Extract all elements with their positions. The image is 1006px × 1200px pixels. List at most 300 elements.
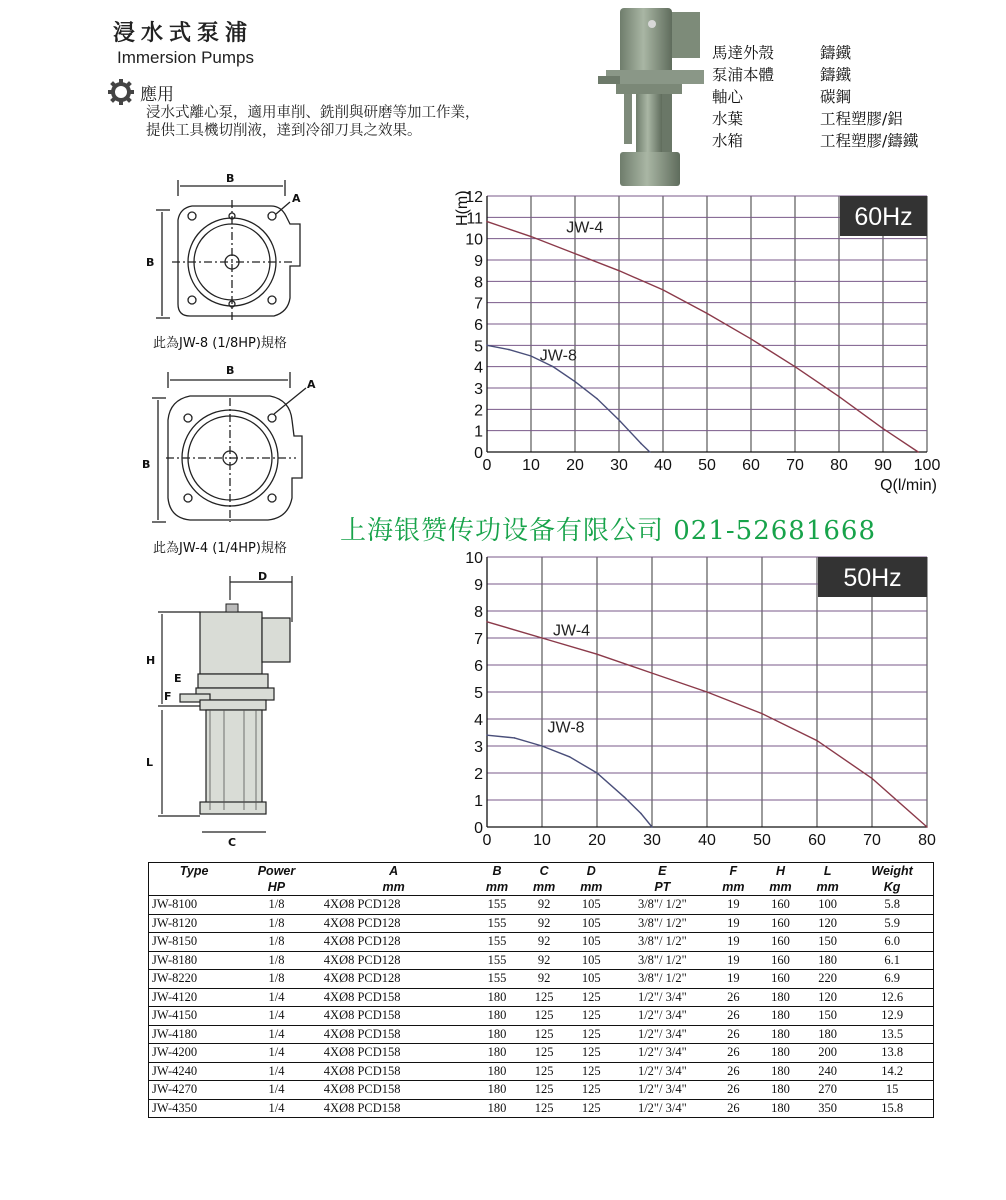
table-header-cell: H	[775, 864, 785, 878]
table-cell: 1/8	[268, 934, 285, 949]
table-cell: 4XØ8 PCD128	[323, 915, 401, 930]
x-tick-label: 30	[610, 457, 628, 474]
table-cell: 160	[771, 971, 790, 986]
y-tick-label: 5	[474, 685, 483, 702]
x-tick-label: 20	[588, 832, 606, 849]
table-cell: 105	[581, 952, 601, 967]
table-cell: 92	[537, 897, 551, 912]
table-cell: 180	[487, 1100, 507, 1115]
dim-label-e: E	[174, 672, 182, 685]
data-point	[624, 797, 626, 799]
table-cell: 105	[581, 915, 601, 930]
data-point	[552, 366, 554, 368]
table-cell: 19	[727, 915, 740, 930]
table-cell: 125	[521, 988, 568, 1007]
data-point	[618, 419, 620, 421]
x-tick-label: 10	[522, 457, 540, 474]
x-tick-label: 100	[913, 457, 941, 474]
data-point	[486, 345, 488, 347]
table-cell: 19	[727, 934, 740, 949]
table-cell: 105	[581, 934, 601, 949]
data-point	[486, 621, 488, 623]
data-point	[640, 813, 642, 815]
table-cell: 160	[771, 934, 790, 949]
table-row	[149, 914, 933, 933]
material-row	[712, 64, 918, 86]
material-value: 工程塑膠/鑄鐵	[820, 132, 919, 150]
table-row	[149, 1099, 933, 1117]
table-cell: 125	[534, 1008, 554, 1023]
drawing-caption-jw8: 此為JW-8 (1/8HP)規格	[153, 336, 287, 351]
table-cell: 125	[534, 1082, 554, 1097]
table-cell: 3/8"/ 1/2"	[637, 897, 687, 912]
table-header-cell: D	[586, 864, 596, 878]
data-point	[871, 778, 873, 780]
table-header-cell: PT	[654, 880, 671, 894]
table-cell: JW-8120	[152, 915, 198, 930]
table-row	[149, 970, 933, 989]
table-header-cell: mm	[580, 880, 603, 894]
company-watermark: 上海银赞传功设备有限公司 021-52681668	[340, 516, 877, 546]
table-cell: 125	[534, 1045, 554, 1060]
x-tick-label: 50	[698, 457, 716, 474]
table-cell: 105	[581, 897, 601, 912]
table-cell: 1/2"/ 3/4"	[637, 1026, 687, 1041]
table-cell: 180	[487, 1082, 507, 1097]
table-cell: 180	[487, 1026, 507, 1041]
table-cell: 180	[771, 1063, 790, 1078]
x-tick-label: 10	[533, 832, 551, 849]
data-point	[486, 221, 488, 223]
table-cell: 240	[818, 1063, 838, 1078]
table-cell: 4XØ8 PCD128	[323, 952, 401, 967]
table-cell: 270	[818, 1082, 838, 1097]
data-point	[541, 637, 543, 639]
table-cell: 1/8	[268, 915, 285, 930]
table-header-cell: mm	[769, 880, 792, 894]
table-cell: 155	[487, 897, 507, 912]
table-cell: JW-8220	[152, 971, 198, 986]
table-row	[149, 1044, 933, 1063]
table-cell: 125	[581, 1045, 601, 1060]
table-cell: 105	[581, 971, 601, 986]
material-part: 水葉	[712, 110, 744, 128]
table-cell: JW-8180	[152, 952, 198, 967]
data-point	[508, 349, 510, 351]
table-cell: 160	[771, 897, 790, 912]
table-cell: 120	[818, 915, 838, 930]
table-cell: 19	[727, 971, 740, 986]
data-point	[651, 826, 653, 828]
table-cell: 1/2"/ 3/4"	[615, 988, 710, 1007]
data-point	[926, 826, 928, 828]
table-cell: 14.2	[881, 1063, 904, 1078]
data-point	[574, 253, 576, 255]
series-line-jw-4	[487, 222, 918, 452]
table-cell: JW-4150	[152, 1008, 198, 1023]
table-row	[149, 1062, 933, 1081]
table-cell: 1/4	[268, 1100, 285, 1115]
x-tick-label: 80	[830, 457, 848, 474]
application-heading: 應用	[140, 85, 174, 105]
y-tick-label: 10	[465, 231, 483, 249]
table-cell: 155	[487, 915, 507, 930]
series-label: JW-4	[553, 622, 591, 640]
table-cell: JW-8150	[152, 934, 198, 949]
dim-label-h: H	[146, 654, 156, 667]
y-tick-label: 3	[474, 381, 483, 398]
table-cell: 180	[757, 988, 804, 1007]
dim-label-c: C	[228, 836, 237, 849]
y-tick-label: 5	[474, 338, 483, 356]
table-cell: 125	[534, 1063, 554, 1078]
table-cell: 15.8	[881, 1100, 904, 1115]
table-cell: 13.5	[881, 1026, 904, 1041]
table-header-cell: Weight	[871, 864, 913, 878]
table-cell: 160	[771, 915, 790, 930]
material-value: 鑄鐵	[820, 44, 852, 62]
data-point	[530, 236, 532, 238]
table-cell: 155	[487, 934, 507, 949]
table-cell: 3/8"/ 1/2"	[637, 934, 687, 949]
table-header-cell: HP	[267, 880, 286, 894]
table-row	[149, 988, 933, 1007]
dim-label-a: A	[292, 192, 301, 205]
data-point	[486, 734, 488, 736]
data-point	[596, 772, 598, 774]
y-tick-label: 0	[474, 445, 483, 462]
material-value: 鑄鐵	[820, 66, 852, 84]
table-row	[149, 1081, 933, 1100]
x-tick-label: 0	[482, 832, 492, 849]
dim-label-f: F	[164, 690, 172, 703]
data-point	[651, 672, 653, 674]
table-cell: 4XØ8 PCD158	[323, 1045, 401, 1060]
table-cell: 125	[581, 1026, 601, 1041]
table-cell: 26	[710, 988, 757, 1007]
y-tick-label: 12	[465, 189, 483, 206]
table-cell: 1/2"/ 3/4"	[637, 1082, 687, 1097]
material-part: 馬達外殼	[712, 44, 775, 62]
table-header-cell: mm	[485, 880, 509, 894]
table-cell: 155	[487, 971, 507, 986]
table-cell: 26	[727, 1063, 740, 1078]
gear-icon	[108, 79, 134, 105]
table-header-cell: A	[389, 864, 399, 878]
material-part: 泵浦本體	[712, 66, 775, 84]
table-cell: 12.9	[881, 1008, 904, 1023]
data-point	[706, 313, 708, 315]
y-tick-label: 8	[474, 604, 483, 621]
table-cell: 180	[771, 1082, 790, 1097]
table-cell: JW-4120	[149, 988, 239, 1007]
table-header-cell: mm	[816, 880, 839, 894]
data-point	[838, 396, 840, 398]
table-cell: 180	[771, 1008, 790, 1023]
table-cell: JW-4200	[152, 1045, 198, 1060]
table-cell: 4XØ8 PCD158	[323, 1082, 401, 1097]
table-cell: 92	[537, 952, 551, 967]
table-header-cell: E	[658, 864, 667, 878]
description-line: 浸水式離心泵，適用車削、銑削與研磨等加工作業，	[146, 105, 480, 121]
table-cell: 4XØ8 PCD128	[323, 971, 401, 986]
series-line-jw-8	[487, 735, 652, 827]
table-cell: 150	[818, 934, 838, 949]
x-tick-label: 70	[786, 457, 804, 474]
data-point	[882, 428, 884, 430]
y-tick-label: 10	[465, 550, 483, 567]
description-line: 提供工具機切削液，達到冷卻刀具之效果。	[146, 123, 422, 139]
table-cell: 4XØ8 PCD158	[323, 1008, 401, 1023]
table-cell: 6.9	[884, 971, 900, 986]
y-tick-label: 1	[474, 793, 483, 810]
table-cell: 26	[727, 1008, 740, 1023]
y-tick-label: 1	[474, 423, 483, 441]
table-cell: 13.8	[881, 1045, 904, 1060]
x-tick-label: 0	[482, 457, 492, 474]
table-header-cell: Type	[179, 864, 209, 878]
data-point	[917, 451, 919, 453]
side-view-drawing	[140, 570, 310, 850]
table-cell: 155	[487, 952, 507, 967]
y-tick-label: 2	[474, 766, 483, 783]
table-header-row	[149, 863, 933, 879]
table-cell: JW-4270	[152, 1082, 198, 1097]
y-tick-label: 2	[474, 402, 483, 420]
y-tick-label: 7	[474, 631, 483, 648]
data-point	[761, 713, 763, 715]
data-point	[514, 737, 516, 739]
table-header-cell: Kg	[883, 880, 901, 894]
material-row	[712, 42, 918, 64]
table-cell: 92	[537, 971, 551, 986]
table-cell: JW-8100	[152, 897, 198, 912]
table-cell: 26	[727, 1082, 740, 1097]
table-cell: 4XØ8 PCD128	[323, 934, 401, 949]
table-row	[149, 951, 933, 970]
table-cell: 4XØ8 PCD158	[323, 1063, 401, 1078]
dim-label-b-side: B	[142, 458, 151, 471]
table-cell: 1/2"/ 3/4"	[637, 1008, 687, 1023]
table-cell: 3/8"/ 1/2"	[637, 952, 687, 967]
y-tick-label: 0	[474, 820, 483, 837]
material-row	[712, 130, 918, 152]
table-cell: 200	[818, 1045, 838, 1060]
y-tick-label: 11	[466, 210, 483, 228]
table-cell: 1/2"/ 3/4"	[637, 1100, 687, 1115]
data-point	[596, 653, 598, 655]
table-cell: 125	[581, 1100, 601, 1115]
x-tick-label: 20	[566, 457, 584, 474]
table-cell: 150	[818, 1008, 838, 1023]
table-cell: 1/4	[268, 1008, 285, 1023]
table-cell: 12.6	[851, 988, 933, 1007]
y-tick-label: 9	[474, 253, 483, 270]
page-title-en: Immersion Pumps	[117, 48, 254, 67]
material-row	[712, 108, 918, 130]
table-cell: 26	[727, 1045, 740, 1060]
dim-label-b-side: B	[146, 256, 155, 269]
table-cell: 5.9	[884, 915, 900, 930]
x-tick-label: 40	[698, 832, 716, 849]
table-row	[149, 1007, 933, 1026]
table-row	[149, 933, 933, 952]
table-cell: 1/8	[268, 897, 285, 912]
x-tick-label: 30	[643, 832, 661, 849]
table-cell: 1/4	[268, 1082, 285, 1097]
table-row	[149, 1025, 933, 1044]
table-cell: 180	[487, 1008, 507, 1023]
data-point	[569, 756, 571, 758]
description	[146, 104, 480, 140]
table-cell: 1/4	[268, 1026, 285, 1041]
table-cell: 160	[771, 952, 790, 967]
dim-label-b-top: B	[226, 364, 235, 377]
table-cell: 26	[727, 1026, 740, 1041]
table-cell: 180	[818, 1026, 838, 1041]
table-cell: JW-4240	[152, 1063, 198, 1078]
y-axis-title: H(m)	[454, 190, 471, 226]
table-cell: 125	[581, 1082, 601, 1097]
data-point	[640, 443, 642, 445]
table-cell: 100	[818, 897, 838, 912]
table-cell: 180	[771, 1100, 790, 1115]
table-cell: 6.0	[884, 934, 900, 949]
drawing-caption-jw4: 此為JW-4 (1/4HP)規格	[153, 541, 287, 556]
table-cell: 180	[487, 1045, 507, 1060]
table-cell: 15	[885, 1082, 899, 1097]
material-row	[712, 86, 918, 108]
data-point	[618, 270, 620, 272]
table-cell: 26	[727, 1100, 740, 1115]
spec-table	[149, 863, 933, 1117]
data-point	[596, 398, 598, 400]
table-header-cell: C	[539, 864, 549, 878]
table-cell: 1/4	[268, 1045, 285, 1060]
material-value: 工程塑膠/鋁	[820, 110, 903, 128]
table-cell: 1/2"/ 3/4"	[637, 1063, 687, 1078]
x-axis-title: Q(l/min)	[880, 477, 937, 494]
table-cell: 92	[537, 934, 551, 949]
table-cell: JW-4350	[152, 1100, 198, 1115]
table-cell: 180	[487, 1063, 507, 1078]
data-point	[574, 381, 576, 383]
table-cell: 19	[727, 952, 740, 967]
series-label: JW-8	[547, 719, 585, 737]
table-cell: 125	[534, 1026, 554, 1041]
table-cell: 1/2"/ 3/4"	[637, 1045, 687, 1060]
table-cell: 350	[818, 1100, 838, 1115]
table-cell: 180	[818, 952, 838, 967]
table-cell: JW-4180	[152, 1026, 198, 1041]
table-cell: 4XØ8 PCD128	[323, 897, 401, 912]
x-tick-label: 60	[742, 457, 760, 474]
table-cell: 180	[473, 988, 520, 1007]
table-cell: 19	[727, 897, 740, 912]
table-cell: 1/4	[268, 1063, 285, 1078]
y-tick-label: 7	[474, 295, 483, 313]
table-cell: 1/8	[268, 971, 285, 986]
frequency-badge-text: 60Hz	[854, 203, 913, 231]
table-cell: 220	[818, 971, 838, 986]
frequency-badge-text: 50Hz	[843, 564, 902, 592]
data-point	[706, 691, 708, 693]
x-tick-label: 60	[808, 832, 826, 849]
data-point	[662, 289, 664, 291]
spec-table-frame	[148, 862, 934, 1118]
table-cell: 6.1	[884, 952, 900, 967]
chart-50hz	[430, 545, 950, 855]
table-cell: 4XØ8 PCD158	[323, 1026, 401, 1041]
table-cell: 180	[771, 1026, 790, 1041]
table-cell: 3/8"/ 1/2"	[637, 915, 687, 930]
table-cell: 125	[581, 1063, 601, 1078]
table-header-cell: L	[823, 864, 832, 878]
dim-label-l: L	[146, 756, 154, 769]
table-cell: 125	[581, 1008, 601, 1023]
series-label: JW-8	[539, 347, 577, 365]
x-tick-label: 40	[654, 457, 672, 474]
spec-table-body	[149, 896, 933, 1118]
table-header-row	[149, 879, 933, 896]
table-cell: 1/4	[239, 988, 314, 1007]
y-tick-label: 4	[474, 712, 483, 729]
table-cell: 125	[568, 988, 615, 1007]
x-tick-label: 90	[874, 457, 892, 474]
table-cell: 120	[804, 988, 851, 1007]
series-label: JW-4	[566, 219, 604, 237]
y-tick-label: 6	[474, 658, 483, 675]
table-cell: 180	[771, 1045, 790, 1060]
pump-photo	[598, 2, 710, 188]
data-point	[750, 338, 752, 340]
table-cell: 125	[534, 1100, 554, 1115]
y-tick-label: 6	[474, 317, 483, 334]
table-cell: 1/8	[268, 952, 285, 967]
data-point	[816, 740, 818, 742]
page-title-cn: 浸水式泵浦	[113, 20, 254, 46]
table-cell: 92	[537, 915, 551, 930]
material-value: 碳鋼	[820, 88, 852, 106]
table-cell: 3/8"/ 1/2"	[637, 971, 687, 986]
material-part: 水箱	[712, 132, 744, 150]
table-header-cell: mm	[533, 880, 556, 894]
top-view-drawing-jw8	[140, 170, 320, 330]
data-point	[541, 745, 543, 747]
y-tick-label: 3	[474, 739, 483, 756]
data-point	[649, 451, 651, 453]
table-cell: 5.8	[884, 897, 900, 912]
table-header-cell: B	[492, 864, 502, 878]
y-tick-label: 9	[474, 577, 483, 594]
materials-list	[712, 42, 918, 152]
x-tick-label: 70	[863, 832, 881, 849]
top-view-drawing-jw4	[140, 362, 320, 532]
chart-60hz	[430, 180, 950, 500]
dim-label-a: A	[307, 378, 316, 391]
table-header-cell: mm	[722, 880, 745, 894]
data-point	[530, 355, 532, 357]
table-cell: 4XØ8 PCD158	[323, 1100, 401, 1115]
x-tick-label: 50	[753, 832, 771, 849]
table-header-cell: F	[729, 864, 738, 878]
dim-label-d: D	[258, 570, 268, 583]
table-header-cell	[149, 879, 239, 896]
table-header-cell: mm	[382, 880, 405, 894]
material-part: 軸心	[712, 88, 744, 106]
y-tick-label: 8	[474, 274, 483, 292]
y-tick-label: 4	[474, 359, 483, 377]
